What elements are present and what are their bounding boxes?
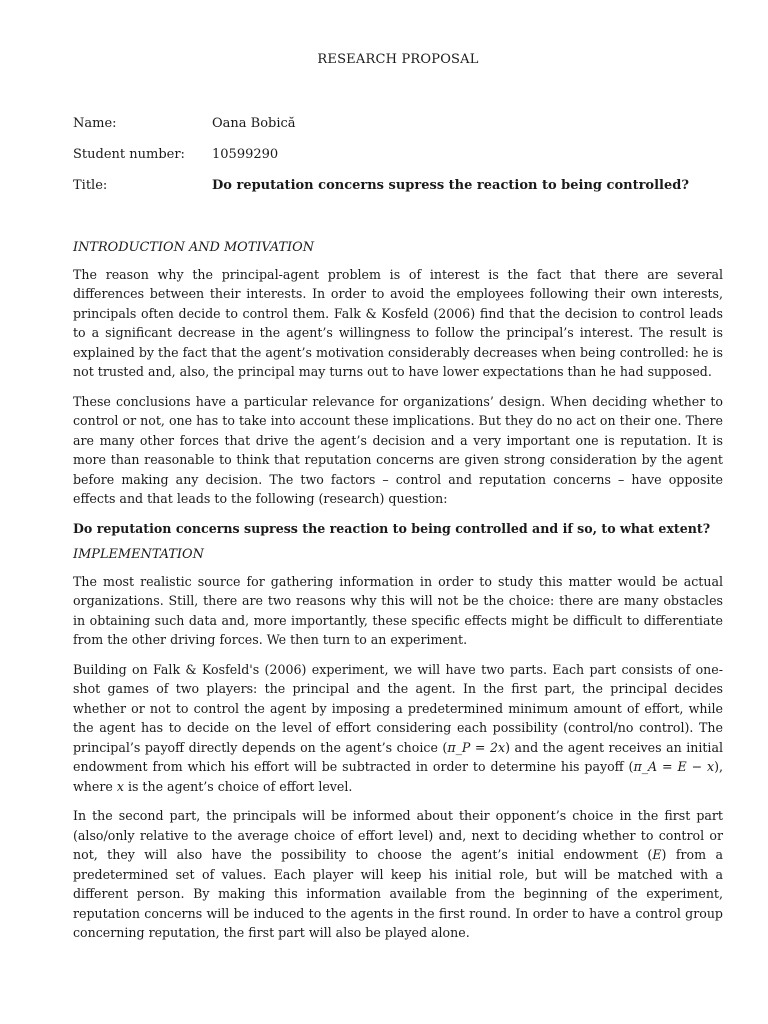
name-label: Name: <box>73 116 117 131</box>
implementation-paragraph-2 <box>73 660 723 797</box>
impl-p3-text-b: ) from a predetermined set of values. Each player will keep his initial role, but will be matched with a different person. By making this information available from the beginning of the experiment, reputation concerns will be induced to the agents in the first round. In order to have a control group concerning reputation, the first part will also be played alone. <box>73 847 723 940</box>
effort-variable: x <box>116 778 124 794</box>
impl-p2-text-c: ), where <box>73 759 723 794</box>
impl-p2-text-a: Building on Falk & Kosfeld's (2006) experiment, we will have two parts. Each part consists of one-shot games of two players: the principal and the agent. In the first part, the principal decides whether or not to control the agent by imposing a predetermined minimum amount of effort, while the agent has to decide on the level of effort considering each possibility (control/no control). The principal’s payoff directly depends on the agent’s choice ( <box>73 661 723 755</box>
meta-student-row <box>73 147 278 162</box>
intro-heading: INTRODUCTION AND MOTIVATION <box>73 240 314 255</box>
agent-payoff-formula: π_A = E − x <box>633 759 715 774</box>
meta-title-row <box>73 178 689 193</box>
principal-payoff-formula: π_P = 2x <box>447 739 506 755</box>
research-question: Do reputation concerns supress the reaction to being controlled and if so, to what extent? <box>73 520 711 536</box>
student-number-label: Student number: <box>73 147 185 162</box>
impl-p2-text-b: ) and the agent receives an initial endowment from which his effort will be subtracted in order to determine his payoff ( <box>73 739 723 774</box>
meta-name-row <box>73 116 296 131</box>
intro-paragraph-1: The reason why the principal-agent problem is of interest is the fact that there are several differences between their interests. In order to avoid the employees following their own interests, principals often decide to control them. Falk & Kosfeld (2006) find that the decision to control leads to a significant decrease in the agent’s willingness to follow the principal’s interest. The result is explained by the fact that the agent’s motivation considerably decreases when being controlled: he is not trusted and, also, the principal may turns out to have lower expectations than he had supposed. <box>73 266 723 379</box>
title-value: Do reputation concerns supress the reaction to being controlled? <box>212 178 689 193</box>
student-number-value: 10599290 <box>212 147 279 162</box>
impl-p2-text-d: is the agent’s choice of effort level. <box>123 778 353 794</box>
impl-p3-text-a: In the second part, the principals will be informed about their opponent’s choice in the first part (also/only relative to the average choice of effort level) and, next to deciding whether to control or not, they will also have the possibility to choose the agent’s initial endowment ( <box>73 808 723 862</box>
document-title: RESEARCH PROPOSAL <box>317 52 479 67</box>
name-value: Oana Bobică <box>212 116 296 131</box>
document-body <box>73 238 723 953</box>
endowment-variable: E <box>652 847 662 862</box>
implementation-heading: IMPLEMENTATION <box>73 547 204 562</box>
implementation-paragraph-3 <box>73 806 723 943</box>
intro-paragraph-2: These conclusions have a particular relevance for organizations’ design. When deciding whether to control or not, one has to take into account these implications. But they do no act on their one. There are many other forces that drive the agent’s decision and a very important one is reputation. It is more than reasonable to think that reputation concerns are given strong consideration by the agent before making any decision. The two factors – control and reputation concerns – have opposite effects and that leads to the following (research) question: <box>73 393 723 506</box>
implementation-paragraph-1: The most realistic source for gathering information in order to study this matter would be actual organizations. Still, there are two reasons why this will not be the choice: there are many obstacles in obtaining such data and, more importantly, these specific effects might be difficult to differentiate from the other driving forces. We then turn to an experiment. <box>73 573 723 647</box>
title-label: Title: <box>73 178 108 193</box>
